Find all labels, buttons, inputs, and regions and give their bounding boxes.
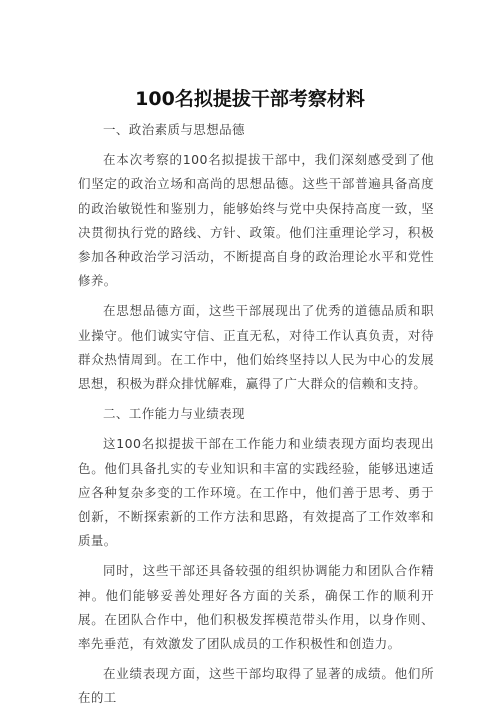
section-heading-1: 一、政治素质与思想品德 <box>103 122 245 137</box>
document-body <box>78 118 434 711</box>
paragraph: 在思想品德方面，这些干部展现出了优秀的道德品质和职业操守。他们诚实守信、正直无私，对待工作认真负责，对待群众热情周到。在工作中，他们始终坚持以人民为中心的发展思想，积极为群众排忧解难，赢得了广大群众的信赖和支持。 <box>78 303 434 392</box>
section-heading-2: 二、工作能力与业绩表现 <box>103 406 245 422</box>
document-title: 100名拟提拔干部考察材料 <box>135 88 365 110</box>
paragraph: 这100名拟提拔干部在工作能力和业绩表现方面均表现出色。他们具备扎实的专业知识和丰富的实践经验，能够迅速适应各种复杂多变的工作环境。在工作中，他们善于思考、勇于创新，不断探索新的工作方法和思路，有效提高了工作效率和质量。 <box>78 436 434 549</box>
paragraph: 同时，这些干部还具备较强的组织协调能力和团队合作精神。他们能够妥善处理好各方面的关系，确保工作的顺利开展。在团队合作中，他们积极发挥模范带头作用，以身作则、率先垂范，有效激发了团队成员的工作积极性和创造力。 <box>78 563 434 652</box>
paragraph: 在业绩表现方面，这些干部均取得了显著的成绩。他们所在的工 <box>78 666 434 706</box>
paragraph: 在本次考察的100名拟提拔干部中，我们深刻感受到了他们坚定的政治立场和高尚的思想品德。这些干部普遍具备高度的政治敏锐性和鉴别力，能够始终与党中央保持高度一致，坚决贯彻执行党的路线、方针、政策。他们注重理论学习，积极参加各种政治学习活动，不断提高自身的政治理论水平和党性修养。 <box>78 152 434 289</box>
